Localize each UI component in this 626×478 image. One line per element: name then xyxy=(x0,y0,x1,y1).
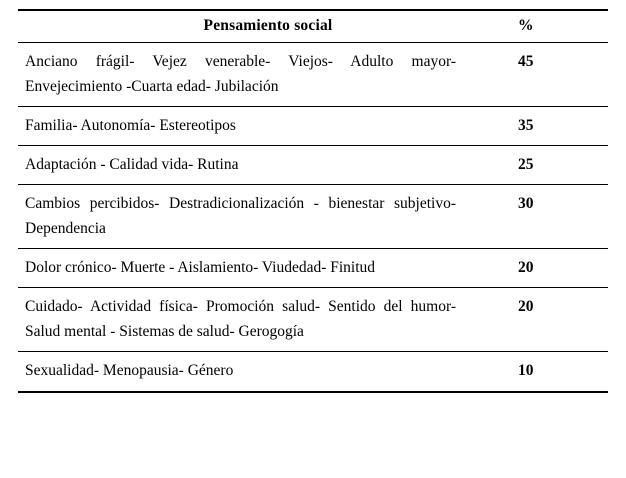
pensamiento-social-table xyxy=(18,9,608,393)
table-header xyxy=(18,10,608,42)
table-header-row xyxy=(18,10,608,42)
table-row xyxy=(18,249,608,288)
cell-percent: 30 xyxy=(518,184,608,248)
cell-percent: 10 xyxy=(518,352,608,392)
table-row xyxy=(18,288,608,352)
column-header-pensamiento-social: Pensamiento social xyxy=(18,10,518,42)
cell-percent: 20 xyxy=(518,288,608,352)
cell-concept: Sexualidad- Menopausia- Género xyxy=(18,352,518,392)
cell-percent: 25 xyxy=(518,145,608,184)
cell-percent: 20 xyxy=(518,249,608,288)
cell-percent: 35 xyxy=(518,106,608,145)
table-container xyxy=(18,9,608,393)
table-row xyxy=(18,106,608,145)
cell-percent: 45 xyxy=(518,42,608,106)
cell-concept: Anciano frágil- Vejez venerable- Viejos- Adulto mayor-Envejecimiento -Cuarta edad- Jubilación xyxy=(18,42,518,106)
table-row xyxy=(18,184,608,248)
cell-concept: Cambios percibidos- Destradicionalización - bienestar subjetivo- Dependencia xyxy=(18,184,518,248)
cell-concept: Cuidado- Actividad física- Promoción salud- Sentido del humor- Salud mental - Sistemas de salud- Gerogogía xyxy=(18,288,518,352)
cell-concept: Familia- Autonomía- Estereotipos xyxy=(18,106,518,145)
table-row xyxy=(18,42,608,106)
table-row xyxy=(18,145,608,184)
column-header-percent: % xyxy=(518,10,608,42)
table-row xyxy=(18,352,608,392)
table-body xyxy=(18,42,608,392)
cell-concept: Dolor crónico- Muerte - Aislamiento- Viudedad- Finitud xyxy=(18,249,518,288)
cell-concept: Adaptación - Calidad vida- Rutina xyxy=(18,145,518,184)
